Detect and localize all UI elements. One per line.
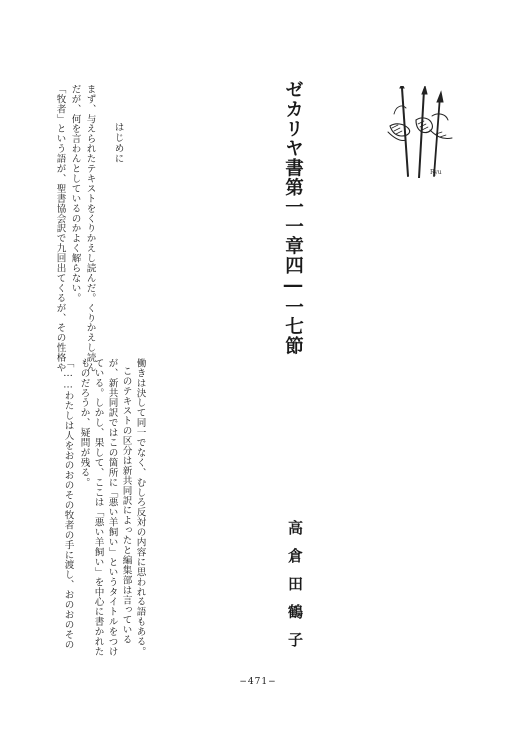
body-line: まず、与えられたテキストをくりかえし読んだ。くりかえし読ん <box>84 84 96 373</box>
body-line: 「……わたしは人をおのおのその牧者の手に渡し、おのおのその <box>62 358 74 650</box>
body-line: ている。しかし、果して、ここは「悪い羊飼い」を中心に書かれた <box>92 358 104 657</box>
body-line: が、新共同訳ではこの箇所に「悪い羊飼い」というタイトルをつけ <box>106 358 118 657</box>
body-line: 働きは決して同一でなく、むしろ反対の内容に思われる語もある。 <box>134 358 146 657</box>
body-line: 「牧者」という語が、聖書協会訳で九回出てくるが、その性格や <box>54 84 66 373</box>
body-line: だが、何を言わんとしているのかよく解らない。 <box>69 84 81 303</box>
page-number: −471− <box>239 677 277 687</box>
body-line: このテキストの区分は新共同訳によったと編集部は言っている <box>120 366 132 645</box>
body-line: ものだろうか、疑問が残る。 <box>78 358 90 488</box>
article-author: 高倉田鶴子 <box>286 520 304 660</box>
hands-holding-staffs-illustration-icon <box>386 86 460 178</box>
section-heading: はじめに <box>112 122 124 165</box>
article-title: ゼカリヤ書第一一章四―一七節 <box>282 80 304 356</box>
illustration-signature: Ryu <box>430 169 442 176</box>
